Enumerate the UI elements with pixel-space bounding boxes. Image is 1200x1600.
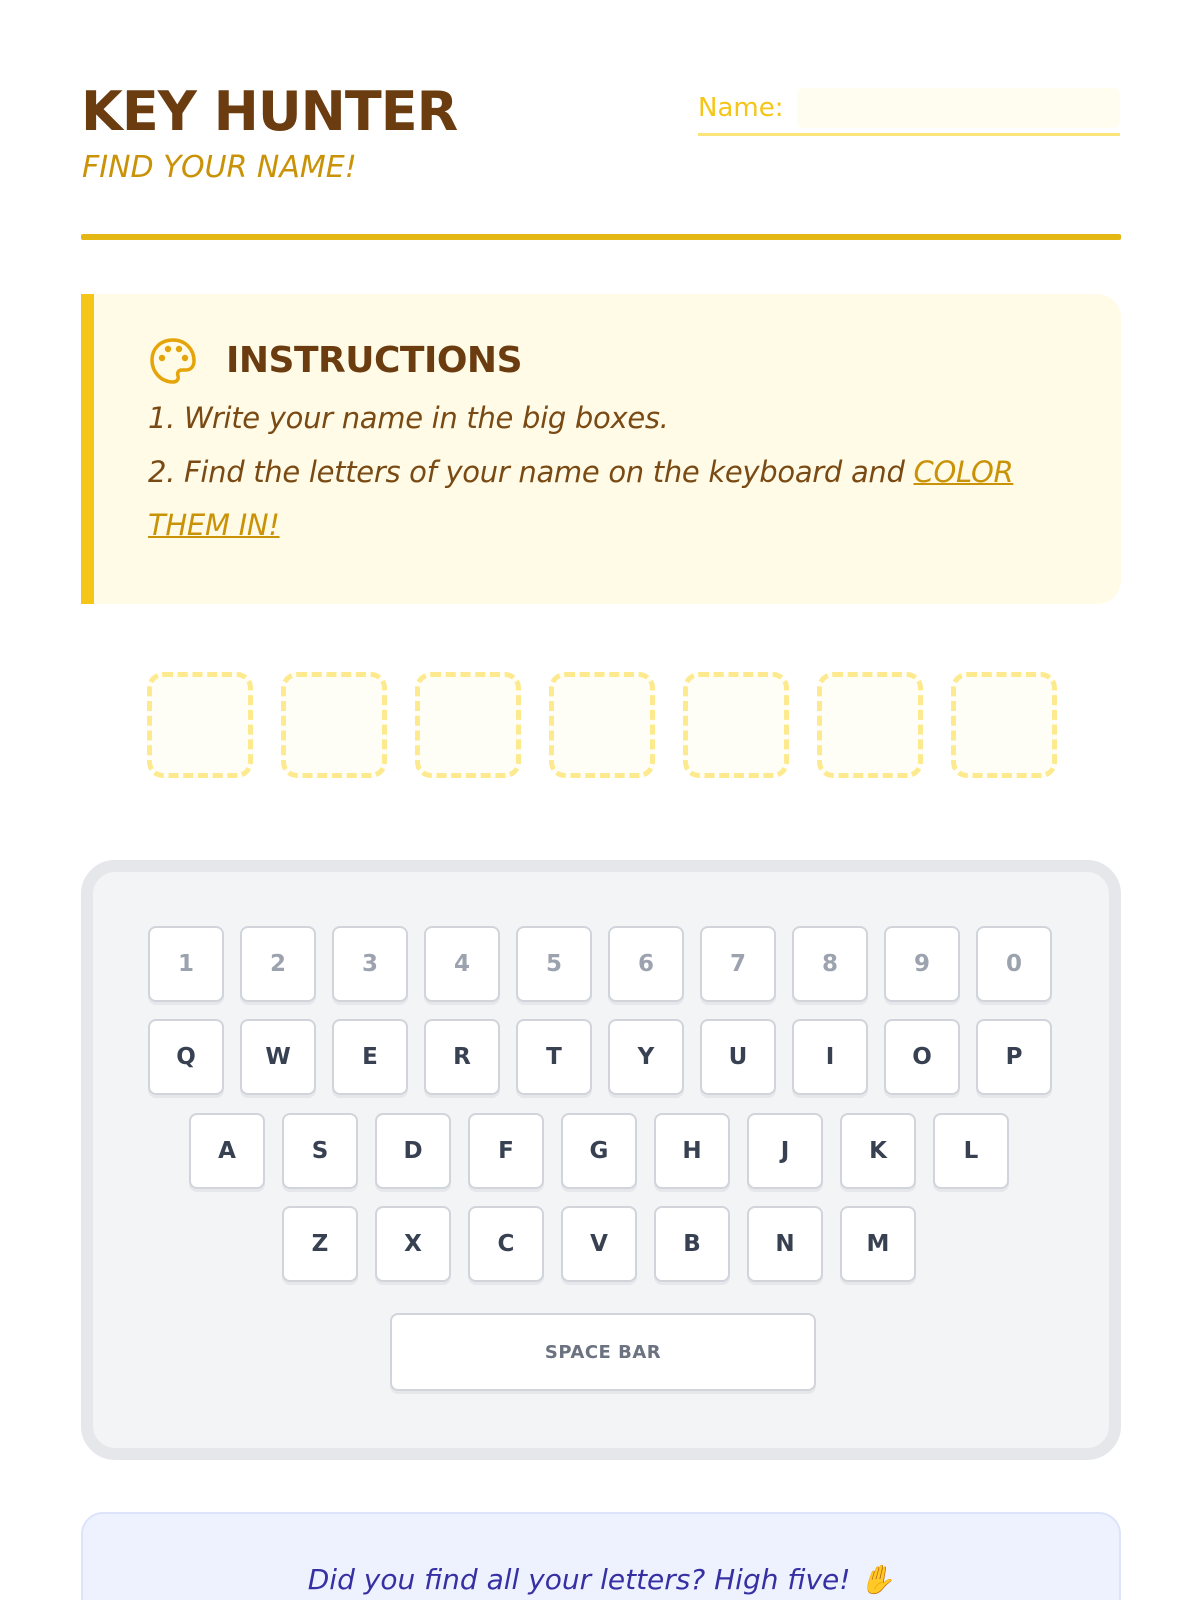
footer-message-box [81, 1512, 1121, 1600]
bottom-row [282, 1206, 933, 1282]
space-bar-key[interactable]: SPACE BAR [390, 1313, 816, 1391]
letter-box[interactable] [415, 672, 521, 778]
key-1[interactable]: 1 [148, 926, 224, 1002]
key-e[interactable]: E [332, 1019, 408, 1095]
color-them-in-highlight: COLOR THEM IN! [148, 455, 1014, 542]
letter-box[interactable] [281, 672, 387, 778]
key-y[interactable]: Y [608, 1019, 684, 1095]
instructions-title: INSTRUCTIONS [226, 340, 522, 381]
name-field [698, 82, 1120, 136]
key-5[interactable]: 5 [516, 926, 592, 1002]
instruction-step-1: 1. Write your name in the big boxes. [148, 401, 669, 435]
key-a[interactable]: A [189, 1113, 265, 1189]
key-9[interactable]: 9 [884, 926, 960, 1002]
key-6[interactable]: 6 [608, 926, 684, 1002]
key-h[interactable]: H [654, 1113, 730, 1189]
key-j[interactable]: J [747, 1113, 823, 1189]
palette-icon [148, 336, 198, 386]
key-f[interactable]: F [468, 1113, 544, 1189]
key-b[interactable]: B [654, 1206, 730, 1282]
key-0[interactable]: 0 [976, 926, 1052, 1002]
letter-box[interactable] [683, 672, 789, 778]
number-row [148, 926, 1052, 1002]
instructions-header [148, 336, 522, 386]
header-divider [81, 234, 1121, 240]
letter-box[interactable] [147, 672, 253, 778]
name-input[interactable] [797, 88, 1120, 128]
key-2[interactable]: 2 [240, 926, 316, 1002]
key-k[interactable]: K [840, 1113, 916, 1189]
key-x[interactable]: X [375, 1206, 451, 1282]
letter-box[interactable] [951, 672, 1057, 778]
key-l[interactable]: L [933, 1113, 1009, 1189]
home-row [189, 1113, 1026, 1189]
key-3[interactable]: 3 [332, 926, 408, 1002]
key-g[interactable]: G [561, 1113, 637, 1189]
key-4[interactable]: 4 [424, 926, 500, 1002]
key-8[interactable]: 8 [792, 926, 868, 1002]
key-n[interactable]: N [747, 1206, 823, 1282]
key-i[interactable]: I [792, 1019, 868, 1095]
key-o[interactable]: O [884, 1019, 960, 1095]
letter-box[interactable] [549, 672, 655, 778]
key-t[interactable]: T [516, 1019, 592, 1095]
key-v[interactable]: V [561, 1206, 637, 1282]
key-p[interactable]: P [976, 1019, 1052, 1095]
name-label: Name: [698, 92, 784, 123]
key-c[interactable]: C [468, 1206, 544, 1282]
key-q[interactable]: Q [148, 1019, 224, 1095]
key-z[interactable]: Z [282, 1206, 358, 1282]
letter-box[interactable] [817, 672, 923, 778]
key-s[interactable]: S [282, 1113, 358, 1189]
page-subtitle: FIND YOUR NAME! [82, 150, 357, 185]
instructions-panel [81, 294, 1121, 604]
instruction-step-2 [148, 446, 1098, 552]
keyboard [81, 860, 1121, 1460]
key-7[interactable]: 7 [700, 926, 776, 1002]
key-m[interactable]: M [840, 1206, 916, 1282]
key-d[interactable]: D [375, 1113, 451, 1189]
instruction-step-2-text: 2. Find the letters of your name on the keyboard and [148, 455, 914, 489]
high-five-message: Did you find all your letters? High five! ✋ [307, 1563, 895, 1596]
key-w[interactable]: W [240, 1019, 316, 1095]
key-r[interactable]: R [424, 1019, 500, 1095]
qwerty-row [148, 1019, 1052, 1095]
name-letter-boxes [147, 672, 1057, 778]
key-u[interactable]: U [700, 1019, 776, 1095]
page-title: KEY HUNTER [81, 80, 458, 143]
